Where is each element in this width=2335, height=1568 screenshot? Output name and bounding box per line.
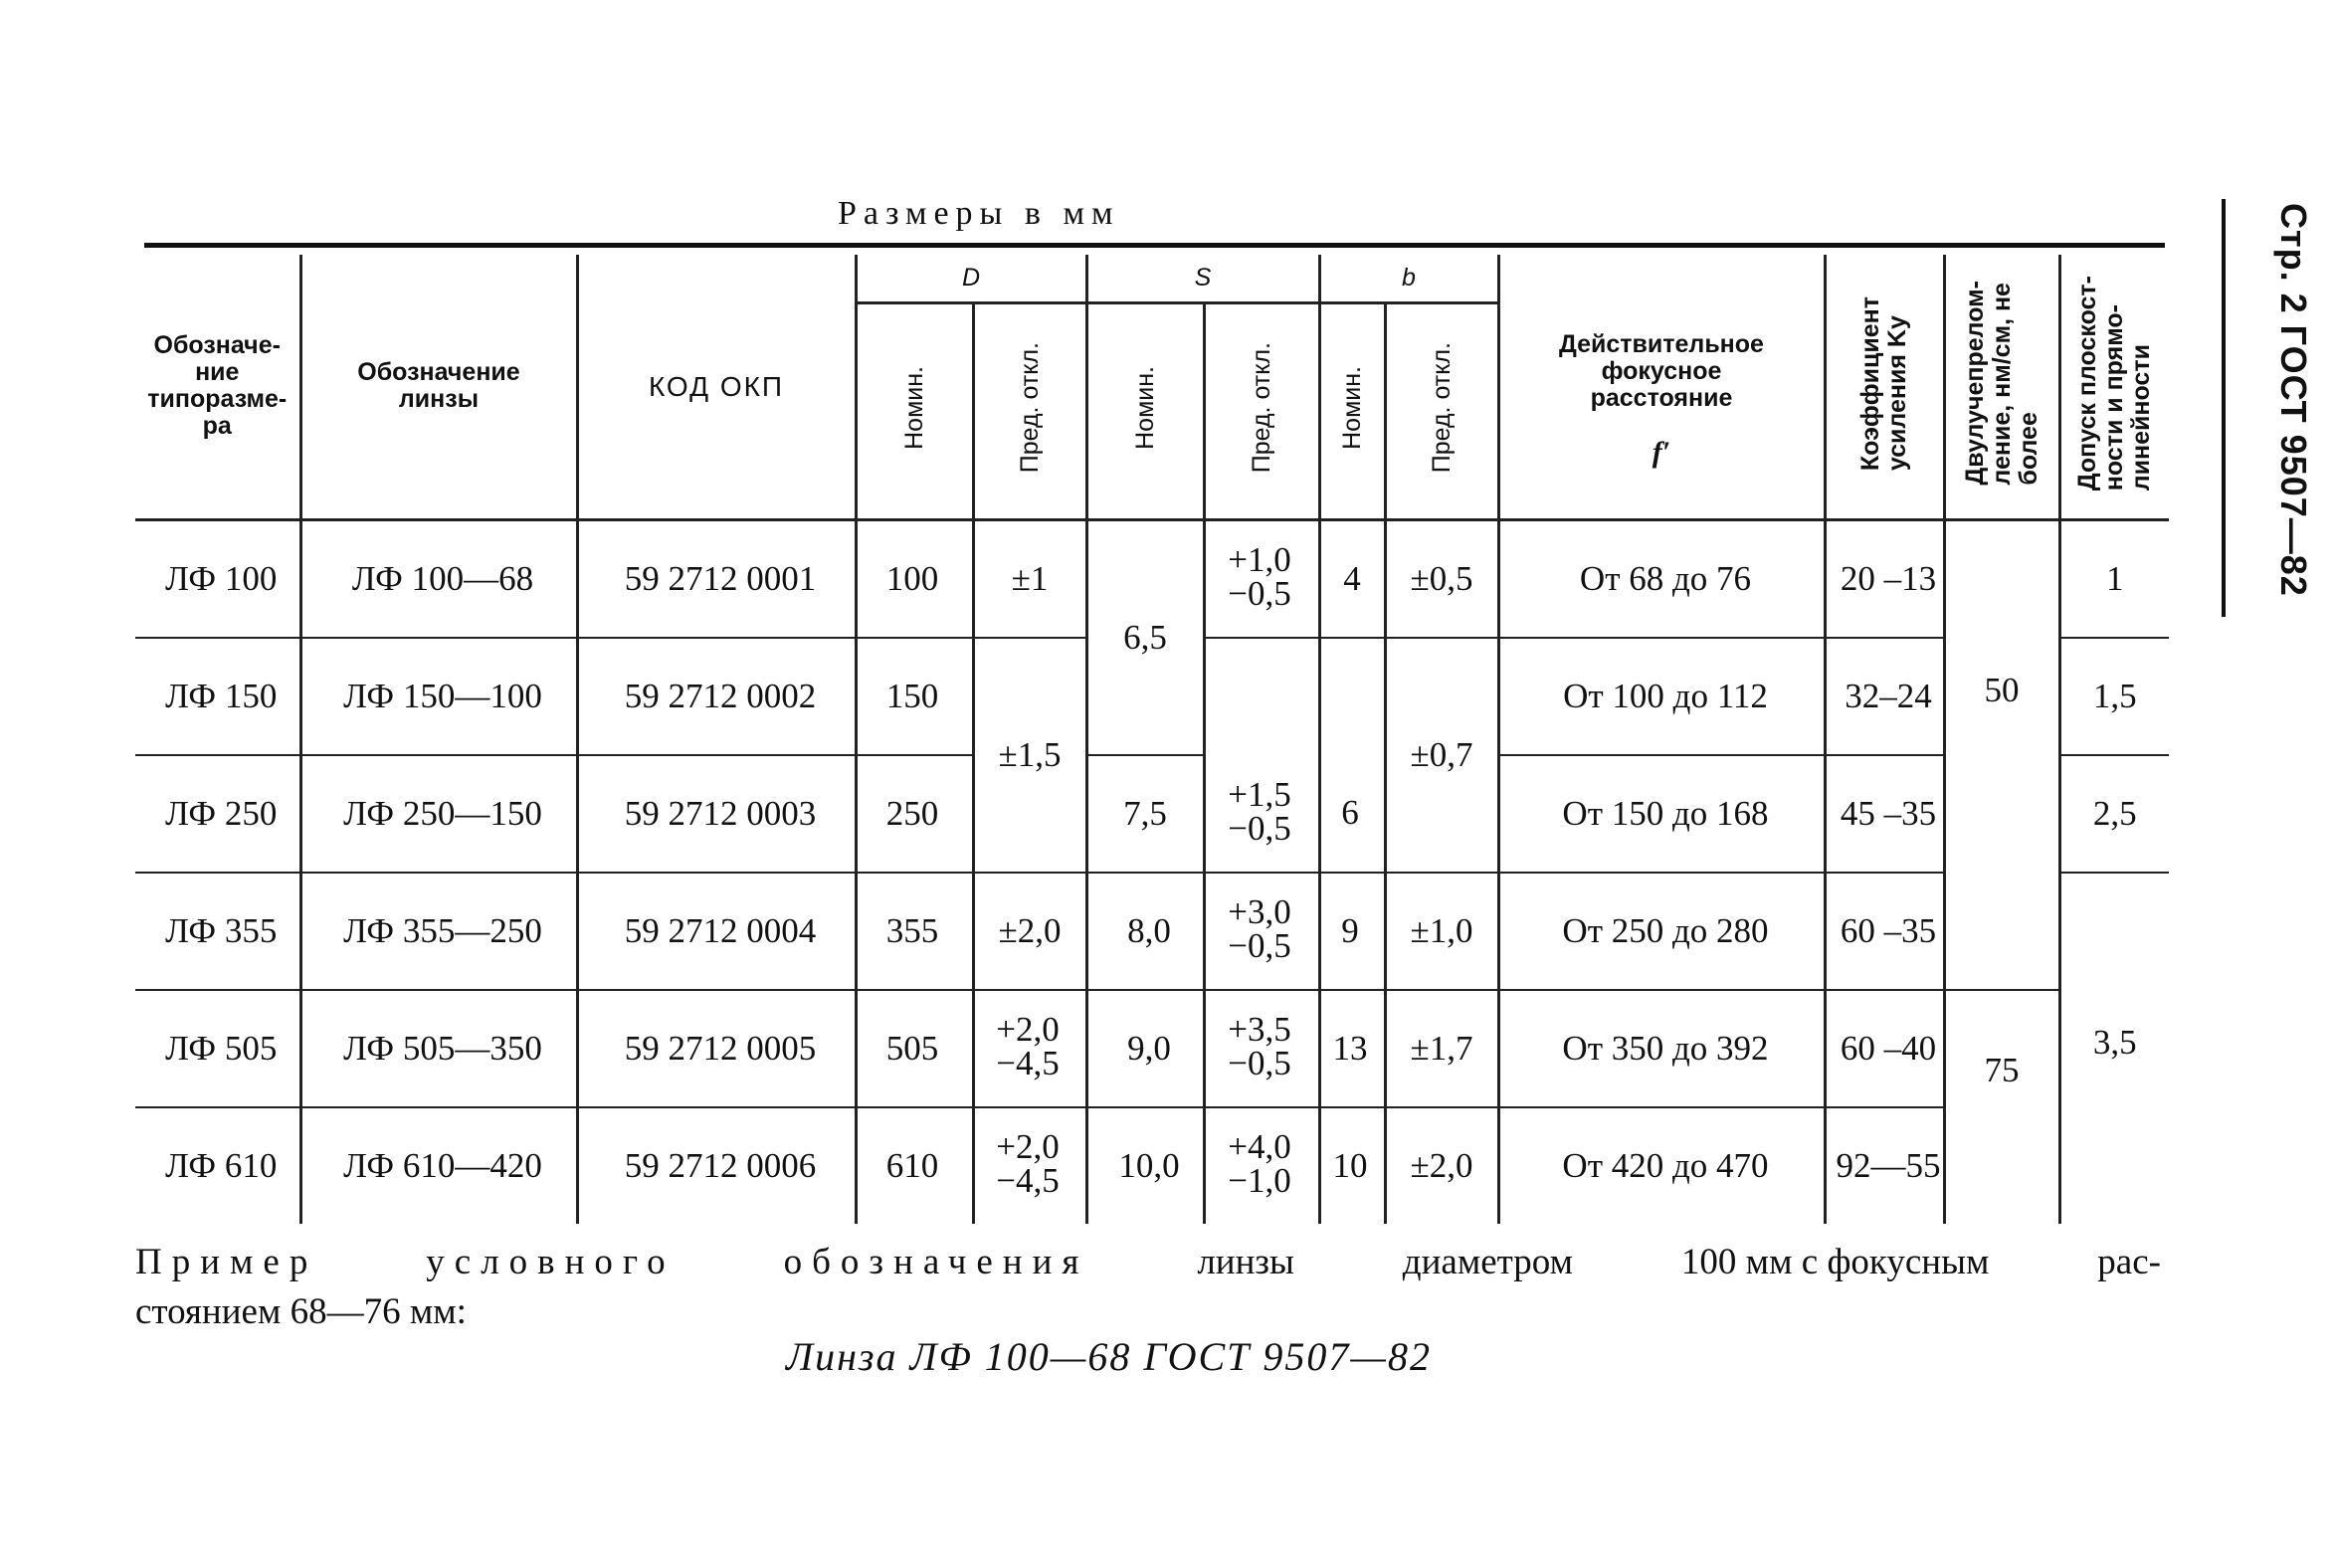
header-b: b: [1319, 255, 1498, 302]
d-tol-minus: −4,5: [996, 1161, 1060, 1200]
cell-lens: ЛФ 100—68: [300, 519, 577, 638]
example-word: [1681, 1238, 1989, 1287]
cell-D-nominal: 355: [856, 873, 973, 990]
cell-b-nominal: [1319, 638, 1385, 755]
cell-b-tolerance: ±0,7: [1385, 638, 1498, 873]
units-caption: Размеры в мм: [838, 195, 1120, 232]
example-preposition: с: [1801, 1242, 1819, 1282]
table-row: [135, 990, 2169, 1107]
example-word: обозначения: [783, 1242, 1089, 1282]
cell-type: ЛФ 610: [135, 1107, 300, 1224]
d-tol-plus: +2,0: [996, 1010, 1060, 1049]
s-tol-minus: −0,5: [1228, 926, 1291, 965]
cell-D-tolerance: ±1: [973, 519, 1086, 638]
cell-focal: От 68 до 76: [1498, 519, 1825, 638]
d-tol-minus: −4,5: [996, 1044, 1060, 1082]
header-S-tolerance-text: Пред. откл.: [1247, 342, 1275, 474]
cell-D-nominal: 610: [856, 1107, 973, 1224]
cell-S-nominal: 7,5: [1086, 755, 1204, 873]
header-S-tolerance: [1204, 302, 1319, 519]
cell-S-tolerance: [1204, 990, 1319, 1107]
header-S-nominal-text: Номин.: [1130, 366, 1159, 450]
header-focal-text: Действительное фокусное расстояние: [1559, 330, 1764, 413]
cell-b-nominal: 6: [1319, 755, 1385, 873]
header-birefringence: [1944, 255, 2059, 519]
cell-b-tolerance: ±1,7: [1385, 990, 1498, 1107]
cell-D-nominal: 150: [856, 638, 973, 755]
cell-lens: ЛФ 250—150: [300, 755, 577, 873]
header-flatness-tolerance: [2059, 255, 2169, 519]
cell-okp: 59 2712 0004: [577, 873, 856, 990]
table-top-rule: [144, 243, 2165, 248]
cell-S-nominal: 6,5: [1086, 519, 1204, 755]
page-side-header: Стр. 2 ГОСТ 9507—82: [2273, 203, 2314, 597]
table-row: [135, 519, 2169, 638]
s-tol-plus: +4,0: [1228, 1127, 1291, 1166]
cell-okp: 59 2712 0002: [577, 638, 856, 755]
cell-D-tolerance: [973, 990, 1086, 1107]
cell-S-nominal: 8,0: [1086, 873, 1204, 990]
header-birefringence-text: Двулучепрелом- ление, нм/см, не более: [1960, 281, 2043, 487]
s-tol-minus: −0,5: [1228, 1044, 1291, 1082]
d-tol-plus: +2,0: [996, 1127, 1060, 1166]
header-D-tolerance-text: Пред. откл.: [1015, 342, 1044, 474]
cell-gain: 20 –13: [1825, 519, 1944, 638]
example-word: диаметром: [1402, 1242, 1574, 1282]
s-tol-plus: +3,5: [1228, 1010, 1291, 1049]
cell-gain: 45 –35: [1825, 755, 1944, 873]
example-designation: Линза ЛФ 100—68 ГОСТ 9507—82: [786, 1334, 1432, 1379]
cell-birefringence: [1944, 873, 2059, 990]
cell-type: ЛФ 355: [135, 873, 300, 990]
header-focal-symbol: f′: [1652, 436, 1671, 470]
cell-flatness: 1,5: [2059, 638, 2169, 755]
header-lens-designation: Обозначение линзы: [300, 255, 577, 519]
cell-lens: ЛФ 150—100: [300, 638, 577, 755]
cell-birefringence: 75: [1944, 990, 2059, 1224]
cell-gain: 60 –35: [1825, 873, 1944, 990]
cell-S-tolerance: [1204, 519, 1319, 638]
table-row: [135, 1107, 2169, 1224]
cell-b-nominal: 10: [1319, 1107, 1385, 1224]
cell-flatness: 1: [2059, 519, 2169, 638]
cell-type: ЛФ 250: [135, 755, 300, 873]
cell-D-nominal: 250: [856, 755, 973, 873]
table-row: [135, 755, 2169, 873]
cell-lens: ЛФ 610—420: [300, 1107, 577, 1224]
header-S-nominal: [1086, 302, 1204, 519]
cell-b-tolerance: ±2,0: [1385, 1107, 1498, 1224]
example-unit: мм: [1745, 1242, 1793, 1282]
cell-b-tolerance: ±0,5: [1385, 519, 1498, 638]
cell-flatness: 2,5: [2059, 755, 2169, 873]
cell-b-nominal: 9: [1319, 873, 1385, 990]
header-D-nominal-text: Номин.: [899, 366, 928, 450]
cell-D-tolerance: ±1,5: [973, 638, 1086, 873]
cell-okp: 59 2712 0003: [577, 755, 856, 873]
example-number: 100: [1680, 1242, 1737, 1282]
example-line-2: стоянием 68—76 мм:: [135, 1291, 467, 1332]
cell-S-nominal: 9,0: [1086, 990, 1204, 1107]
cell-okp: 59 2712 0005: [577, 990, 856, 1107]
example-word: линзы: [1197, 1242, 1294, 1282]
s-tol-plus: +1,0: [1228, 540, 1291, 579]
cell-lens: ЛФ 505—350: [300, 990, 577, 1107]
cell-lens: ЛФ 355—250: [300, 873, 577, 990]
cell-flatness: 3,5: [2092, 1022, 2137, 1062]
cell-b-tolerance: ±1,0: [1385, 873, 1498, 990]
cell-D-tolerance: ±2,0: [973, 873, 1086, 990]
cell-S-tolerance: [1204, 1107, 1319, 1224]
header-flatness-text: Допуск плоскост- ности и прямо- линейности: [2073, 276, 2156, 491]
example-focal: фокусным: [1827, 1242, 1990, 1282]
cell-S-nominal: 10,0: [1086, 1107, 1204, 1224]
s-tol-plus: +1,5: [1228, 774, 1291, 814]
side-header-rule: [2222, 199, 2226, 617]
cell-gain: 32–24: [1825, 638, 1944, 755]
lens-dimensions-table: [135, 255, 2169, 1224]
example-word: Пример: [135, 1242, 318, 1282]
cell-S-tolerance: [1204, 638, 1319, 755]
cell-D-nominal: 100: [856, 519, 973, 638]
cell-focal: От 100 до 112: [1498, 638, 1825, 755]
example-word: условного: [426, 1242, 676, 1282]
cell-type: ЛФ 150: [135, 638, 300, 755]
s-tol-plus: +3,0: [1228, 892, 1291, 931]
table-row: [135, 873, 2169, 990]
cell-gain: 60 –40: [1825, 990, 1944, 1107]
header-okp-code: КОД ОКП: [577, 255, 856, 519]
cell-type: ЛФ 505: [135, 990, 300, 1107]
cell-okp: 59 2712 0001: [577, 519, 856, 638]
cell-focal: От 150 до 168: [1498, 755, 1825, 873]
cell-S-tolerance: [1204, 755, 1319, 873]
cell-D-tolerance: [973, 1107, 1086, 1224]
cell-b-nominal: 13: [1319, 990, 1385, 1107]
cell-birefringence: 50: [1944, 519, 2059, 873]
s-tol-minus: −0,5: [1228, 574, 1291, 613]
header-gain-text: Коэффициент усиления Kу: [1856, 295, 1911, 471]
header-D-nominal: [856, 302, 973, 519]
cell-type: ЛФ 100: [135, 519, 300, 638]
header-focal-length: [1498, 255, 1825, 519]
s-tol-minus: −0,5: [1228, 808, 1291, 848]
cell-b-nominal: 4: [1319, 519, 1385, 638]
cell-focal: От 420 до 470: [1498, 1107, 1825, 1224]
cell-focal: От 350 до 392: [1498, 990, 1825, 1107]
header-D: D: [856, 255, 1086, 302]
header-b-tolerance-text: Пред. откл.: [1427, 342, 1456, 474]
example-paragraph: [135, 1238, 2161, 1337]
example-line-1: [135, 1238, 2161, 1287]
header-gain-coefficient: [1825, 255, 1944, 519]
cell-gain: 92—55: [1825, 1107, 1944, 1224]
header-b-tolerance: [1385, 302, 1498, 519]
example-word: рас-: [2097, 1242, 2161, 1282]
cell-D-nominal: 505: [856, 990, 973, 1107]
header-b-nominal-text: Номин.: [1337, 366, 1366, 450]
header-D-tolerance: [973, 302, 1086, 519]
cell-focal: От 250 до 280: [1498, 873, 1825, 990]
s-tol-minus: −1,0: [1228, 1161, 1291, 1200]
header-S: S: [1086, 255, 1319, 302]
header-b-nominal: [1319, 302, 1385, 519]
cell-S-tolerance: [1204, 873, 1319, 990]
header-type-designation: Обозначе- ние типоразме- ра: [135, 255, 300, 519]
cell-okp: 59 2712 0006: [577, 1107, 856, 1224]
